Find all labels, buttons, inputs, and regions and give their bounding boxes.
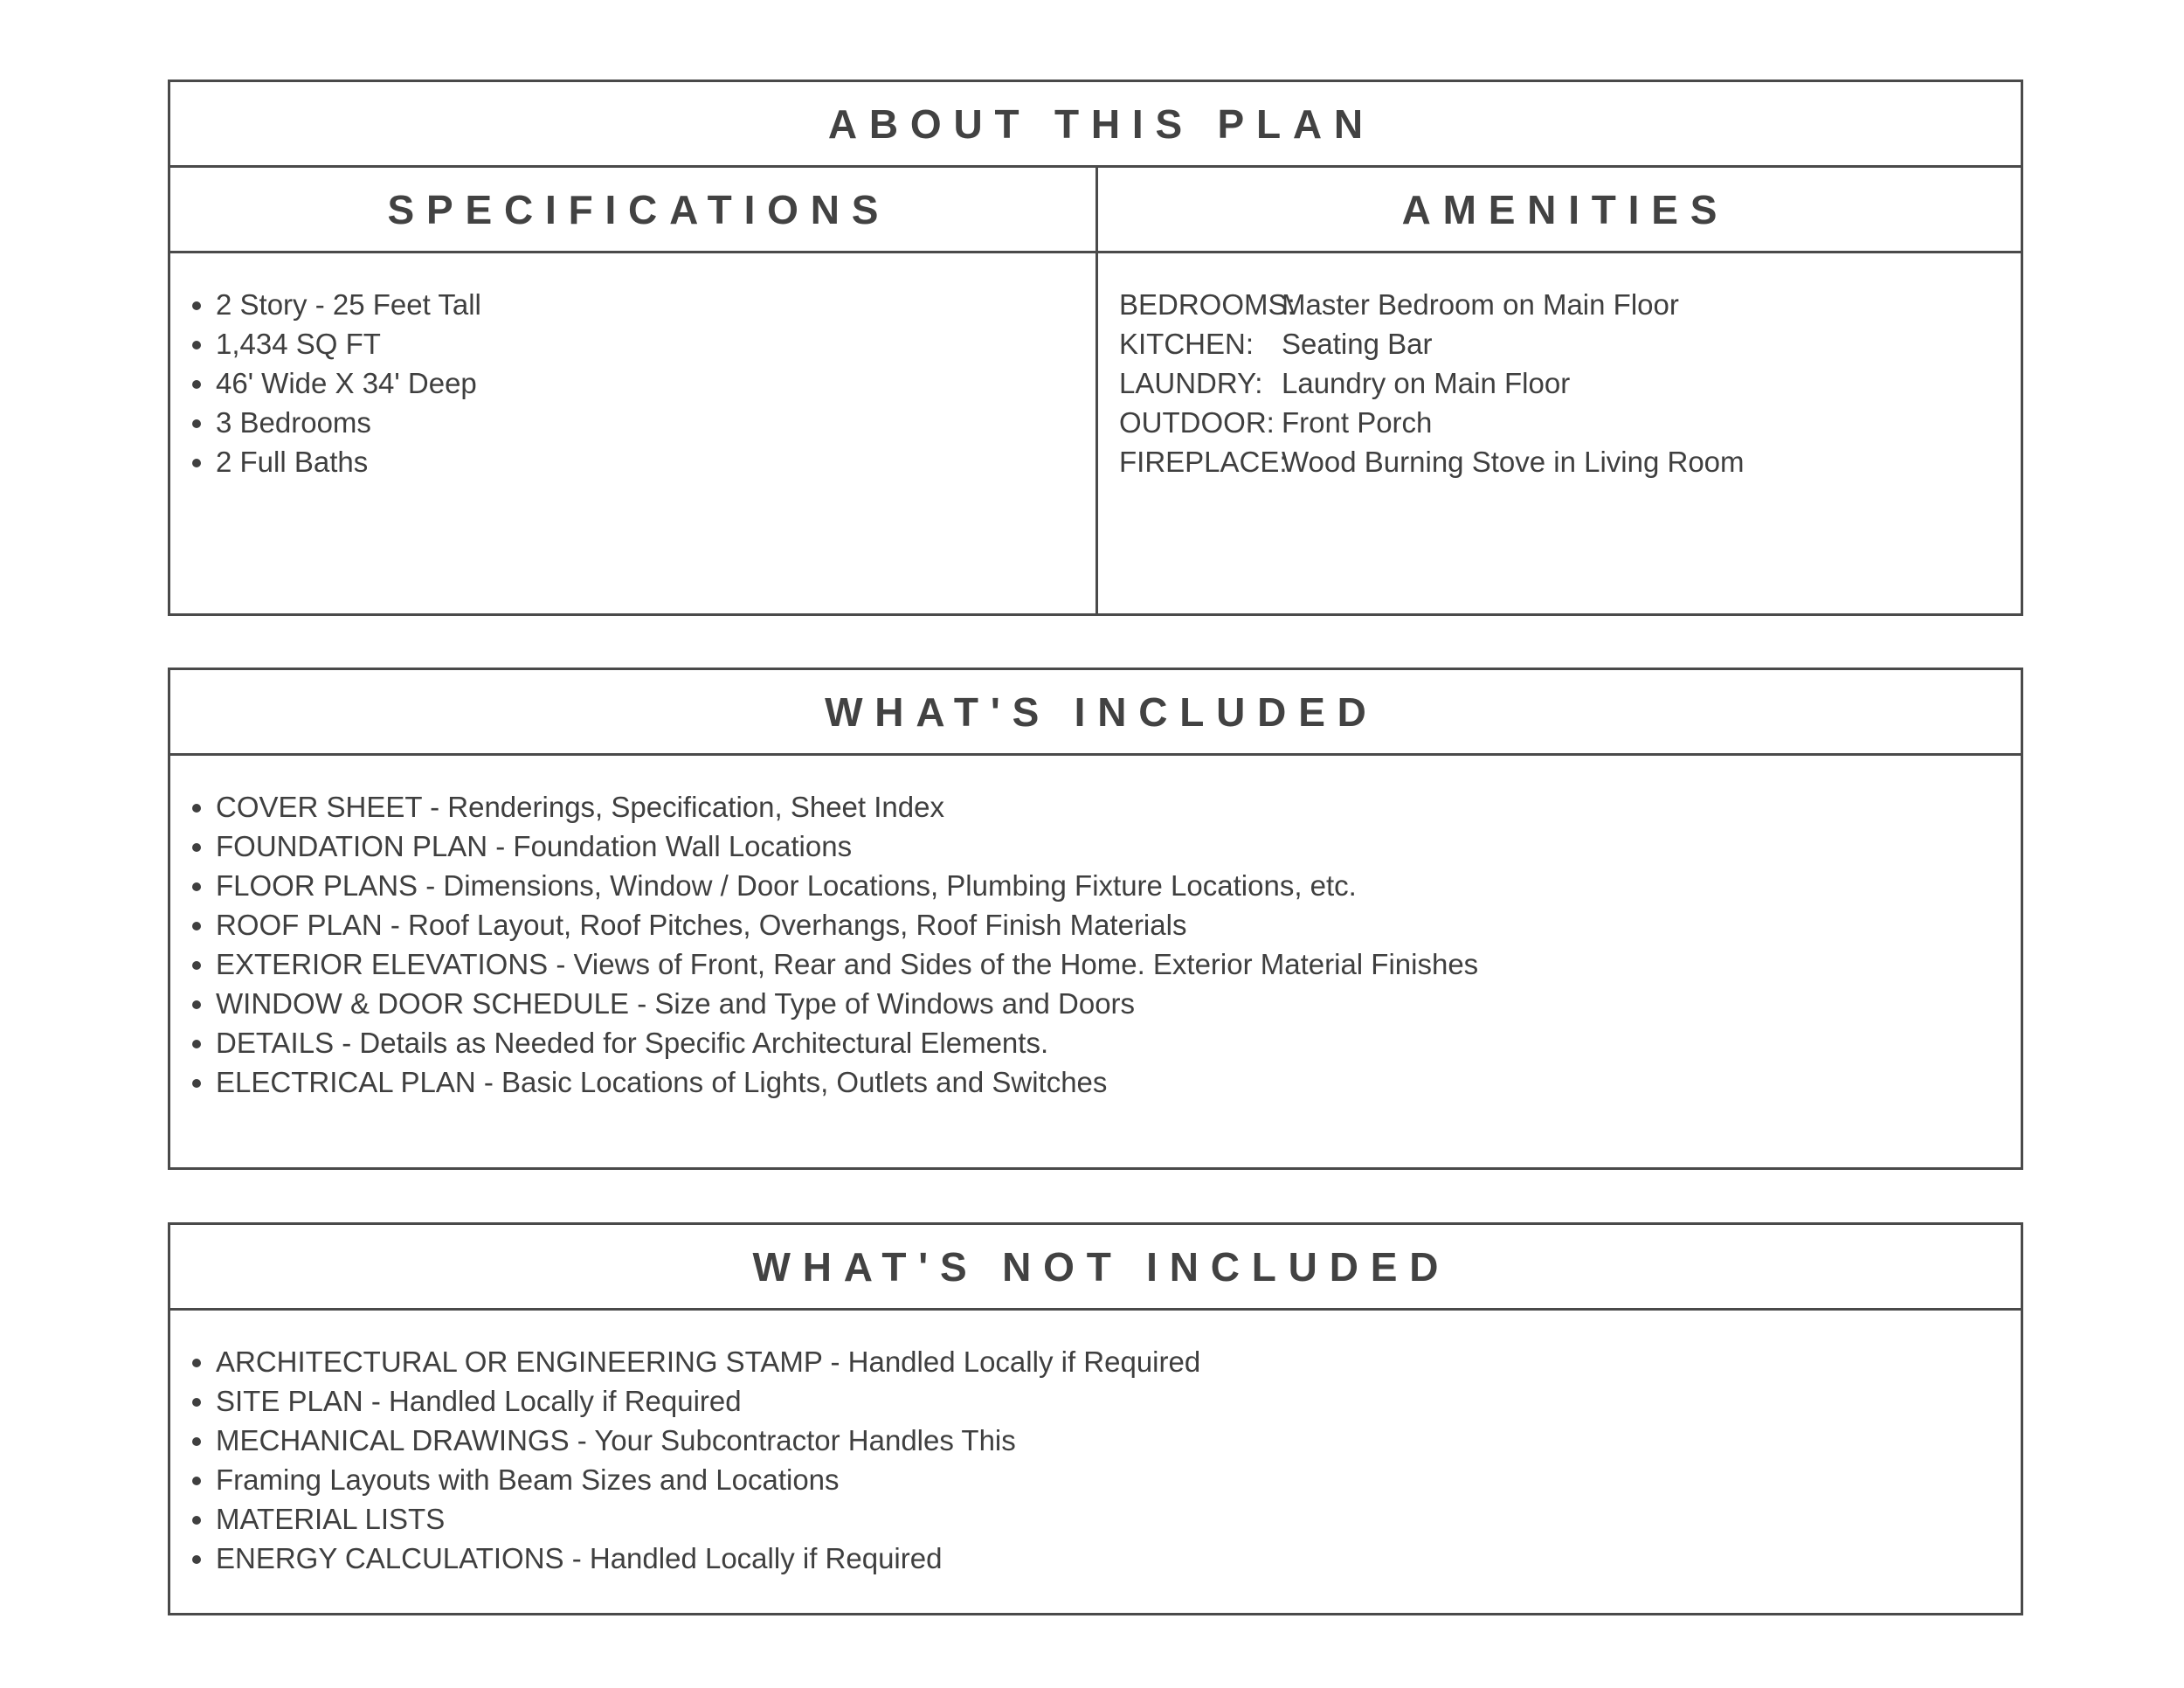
list-item: 3 Bedrooms (191, 403, 1095, 442)
list-item: SITE PLAN - Handled Locally if Required (191, 1381, 2021, 1421)
amenity-key: KITCHEN: (1119, 328, 1254, 360)
list-item: FOUNDATION PLAN - Foundation Wall Locations (191, 827, 2021, 866)
specifications-list (191, 285, 1095, 481)
list-item: 1,434 SQ FT (191, 324, 1095, 363)
amenity-value: Laundry on Main Floor (1282, 367, 1571, 399)
list-item: DETAILS - Details as Needed for Specific Architectural Elements. (191, 1023, 2021, 1062)
amenity-value: Master Bedroom on Main Floor (1282, 288, 1679, 321)
list-item: ARCHITECTURAL OR ENGINEERING STAMP - Handled Locally if Required (191, 1342, 2021, 1381)
whats-not-included-body (170, 1311, 2021, 1578)
amenity-key: FIREPLACE: (1119, 446, 1288, 478)
list-item: EXTERIOR ELEVATIONS - Views of Front, Rear and Sides of the Home. Exterior Material Finishes (191, 944, 2021, 984)
specifications-body (170, 253, 1095, 481)
list-item: 46' Wide X 34' Deep (191, 363, 1095, 403)
about-this-plan-section (168, 80, 2023, 616)
list-item: MECHANICAL DRAWINGS - Your Subcontractor Handles This (191, 1421, 2021, 1460)
amenity-row (1119, 324, 2021, 363)
whats-included-body (170, 756, 2021, 1102)
whats-included-heading: WHAT'S INCLUDED (170, 670, 2021, 756)
specifications-column (170, 168, 1095, 613)
whats-included-section (168, 668, 2023, 1170)
list-item: FLOOR PLANS - Dimensions, Window / Door Locations, Plumbing Fixture Locations, etc. (191, 866, 2021, 905)
list-item: WINDOW & DOOR SCHEDULE - Size and Type of Windows and Doors (191, 984, 2021, 1023)
list-item: Framing Layouts with Beam Sizes and Locations (191, 1460, 2021, 1499)
amenity-row (1119, 363, 2021, 403)
amenity-value: Wood Burning Stove in Living Room (1282, 446, 1745, 478)
whats-included-list (191, 787, 2021, 1102)
amenity-key: OUTDOOR: (1119, 406, 1275, 439)
amenity-row (1119, 442, 2021, 481)
whats-not-included-section (168, 1222, 2023, 1615)
amenity-value: Seating Bar (1282, 328, 1433, 360)
amenities-heading: AMENITIES (1098, 168, 2021, 253)
whats-not-included-heading: WHAT'S NOT INCLUDED (170, 1225, 2021, 1311)
about-columns (170, 168, 2021, 613)
whats-not-included-list (191, 1342, 2021, 1578)
list-item: 2 Story - 25 Feet Tall (191, 285, 1095, 324)
list-item: ENERGY CALCULATIONS - Handled Locally if Required (191, 1539, 2021, 1578)
specifications-heading: SPECIFICATIONS (170, 168, 1095, 253)
amenity-row (1119, 285, 2021, 324)
amenity-key: BEDROOMS: (1119, 288, 1296, 321)
list-item: ROOF PLAN - Roof Layout, Roof Pitches, Overhangs, Roof Finish Materials (191, 905, 2021, 944)
list-item: ELECTRICAL PLAN - Basic Locations of Lights, Outlets and Switches (191, 1062, 2021, 1102)
amenity-row (1119, 403, 2021, 442)
amenities-body (1098, 253, 2021, 481)
amenity-key: LAUNDRY: (1119, 367, 1263, 399)
amenities-column (1095, 168, 2021, 613)
list-item: MATERIAL LISTS (191, 1499, 2021, 1539)
list-item: COVER SHEET - Renderings, Specification, Sheet Index (191, 787, 2021, 827)
about-this-plan-heading: ABOUT THIS PLAN (170, 82, 2021, 168)
amenity-value: Front Porch (1282, 406, 1433, 439)
list-item: 2 Full Baths (191, 442, 1095, 481)
